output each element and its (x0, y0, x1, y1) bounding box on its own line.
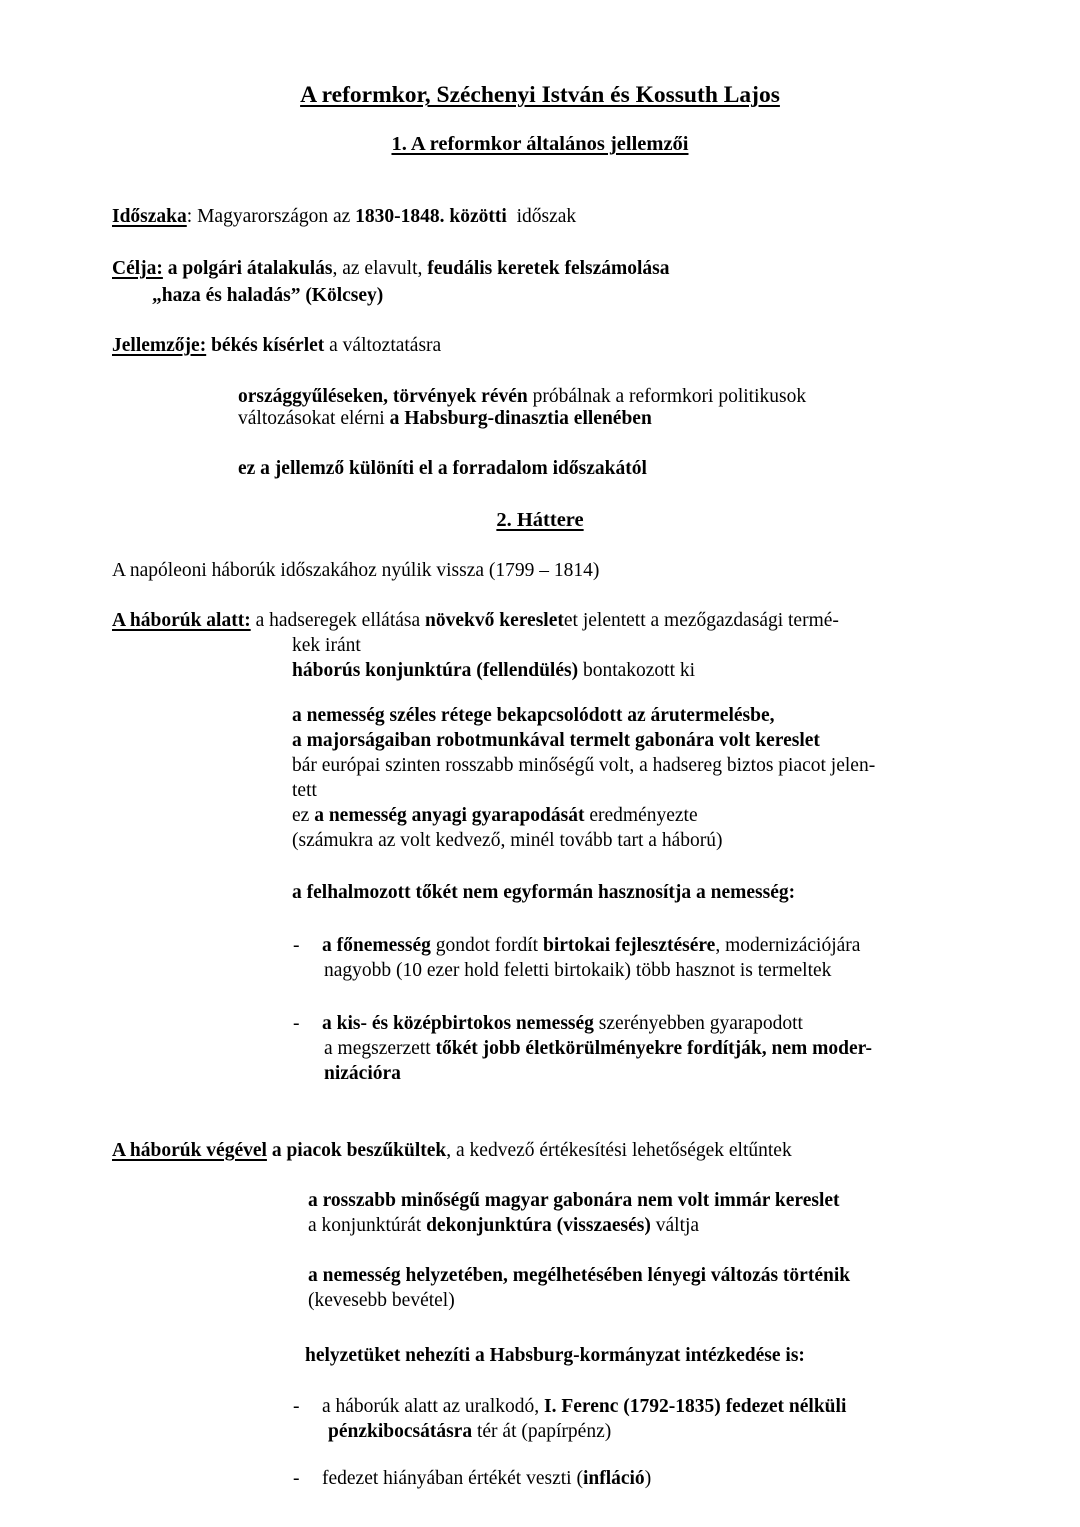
line-orszaggyules-1: országgyűléseken, törvények révén próbálnak a reformkori politikusok (238, 386, 807, 407)
bullet-dash: - (293, 1468, 300, 1489)
line-kozepbirtokos-cont-2: nizációra (324, 1063, 401, 1084)
section1-heading (0, 131, 1080, 158)
bullet-dash: - (293, 1396, 300, 1417)
line-felhalmozott-toke: a felhalmozott tőkét nem egyformán hasznosítja a nemesség: (292, 882, 796, 903)
line-fonemesseg-cont: nagyobb (10 ezer hold feletti birtokaik) több hasznot is termeltek (324, 960, 832, 981)
bullet-kozepbirtokos: - a kis- és középbirtokos nemesség szerényebben gyarapodott (293, 1013, 803, 1034)
line-haboruk-alatt-1: A háborúk alatt: a hadseregek ellátása növekvő keresletet jelentett a mezőgazdasági termé- (112, 610, 839, 631)
section2-heading (0, 507, 1080, 534)
line-haboruk-vegevel: A háborúk végével a piacok beszűkültek, a kedvező értékesítési lehetőségek eltűntek (112, 1140, 792, 1161)
line-jellemzoje: Jellemzője: békés kísérlet a változtatásra (112, 335, 442, 356)
line-majorsagok: a majorságaiban robotmunkával termelt gabonára volt kereslet (292, 730, 820, 751)
line-szamukra-kedvezo: (számukra az volt kedvező, minél tovább tart a háború) (292, 830, 723, 851)
line-europai-minoseg-2: tett (292, 780, 317, 801)
line-haboruk-alatt-2: kek iránt (292, 635, 361, 656)
line-habsburg-intezkedes: helyzetüket nehezíti a Habsburg-kormányzat intézkedése is: (305, 1345, 805, 1366)
line-nemesseg-helyzete: a nemesség helyzetében, megélhetésében lényegi változás történik (308, 1265, 851, 1286)
line-europai-minoseg-1: bár európai szinten rosszabb minőségű volt, a hadsereg biztos piacot jelen- (292, 755, 876, 776)
bullet-fonemesseg: - a főnemesség gondot fordít birtokai fejlesztésére, modernizációjára (293, 935, 861, 956)
line-kevesebb-bevetel: (kevesebb bevétel) (308, 1290, 455, 1311)
line-idoszaka: Időszaka: Magyarországon az 1830-1848. közötti időszak (112, 206, 577, 227)
line-anyagi-gyarapodas: ez a nemesség anyagi gyarapodását eredményezte (292, 805, 698, 826)
doc-title-text: A reformkor, Széchenyi István és Kossuth Lajos (300, 82, 780, 108)
line-celja-quote: „haza és haladás” (Kölcsey) (152, 285, 384, 306)
bullet-dash: - (293, 935, 300, 956)
doc-title (0, 80, 1080, 110)
section2-heading-text: 2. Háttere (496, 509, 584, 531)
line-dekonjunktura: a konjunktúrát dekonjunktúra (visszaesés) váltja (308, 1215, 700, 1236)
bullet-ferenc: - a háborúk alatt az uralkodó, I. Ferenc (1792-1835) fedezet nélküli (293, 1396, 847, 1417)
bullet-inflacio: - fedezet hiányában értékét veszti (infláció) (293, 1468, 652, 1489)
line-ferenc-cont: pénzkibocsátásra tér át (papírpénz) (328, 1421, 612, 1442)
line-magyar-gabona: a rosszabb minőségű magyar gabonára nem volt immár kereslet (308, 1190, 840, 1211)
line-orszaggyules-2: változásokat elérni a Habsburg-dinasztia ellenében (238, 408, 652, 429)
section1-heading-text: 1. A reformkor általános jellemzői (391, 133, 689, 155)
line-napoleoni: A napóleoni háborúk időszakához nyúlik vissza (1799 – 1814) (112, 560, 600, 581)
line-nemesseg-arutermeles: a nemesség széles rétege bekapcsolódott az árutermelésbe, (292, 705, 775, 726)
bullet-dash: - (293, 1013, 300, 1034)
line-celja: Célja: a polgári átalakulás, az elavult, feudális keretek felszámolása (112, 258, 670, 279)
line-konjunktura: háborús konjunktúra (fellendülés) bontakozott ki (292, 660, 696, 681)
line-kozepbirtokos-cont-1: a megszerzett tőkét jobb életkörülményekre fordítják, nem moder- (324, 1038, 873, 1059)
line-forradalom-kulonbseg: ez a jellemző különíti el a forradalom időszakától (238, 458, 647, 479)
